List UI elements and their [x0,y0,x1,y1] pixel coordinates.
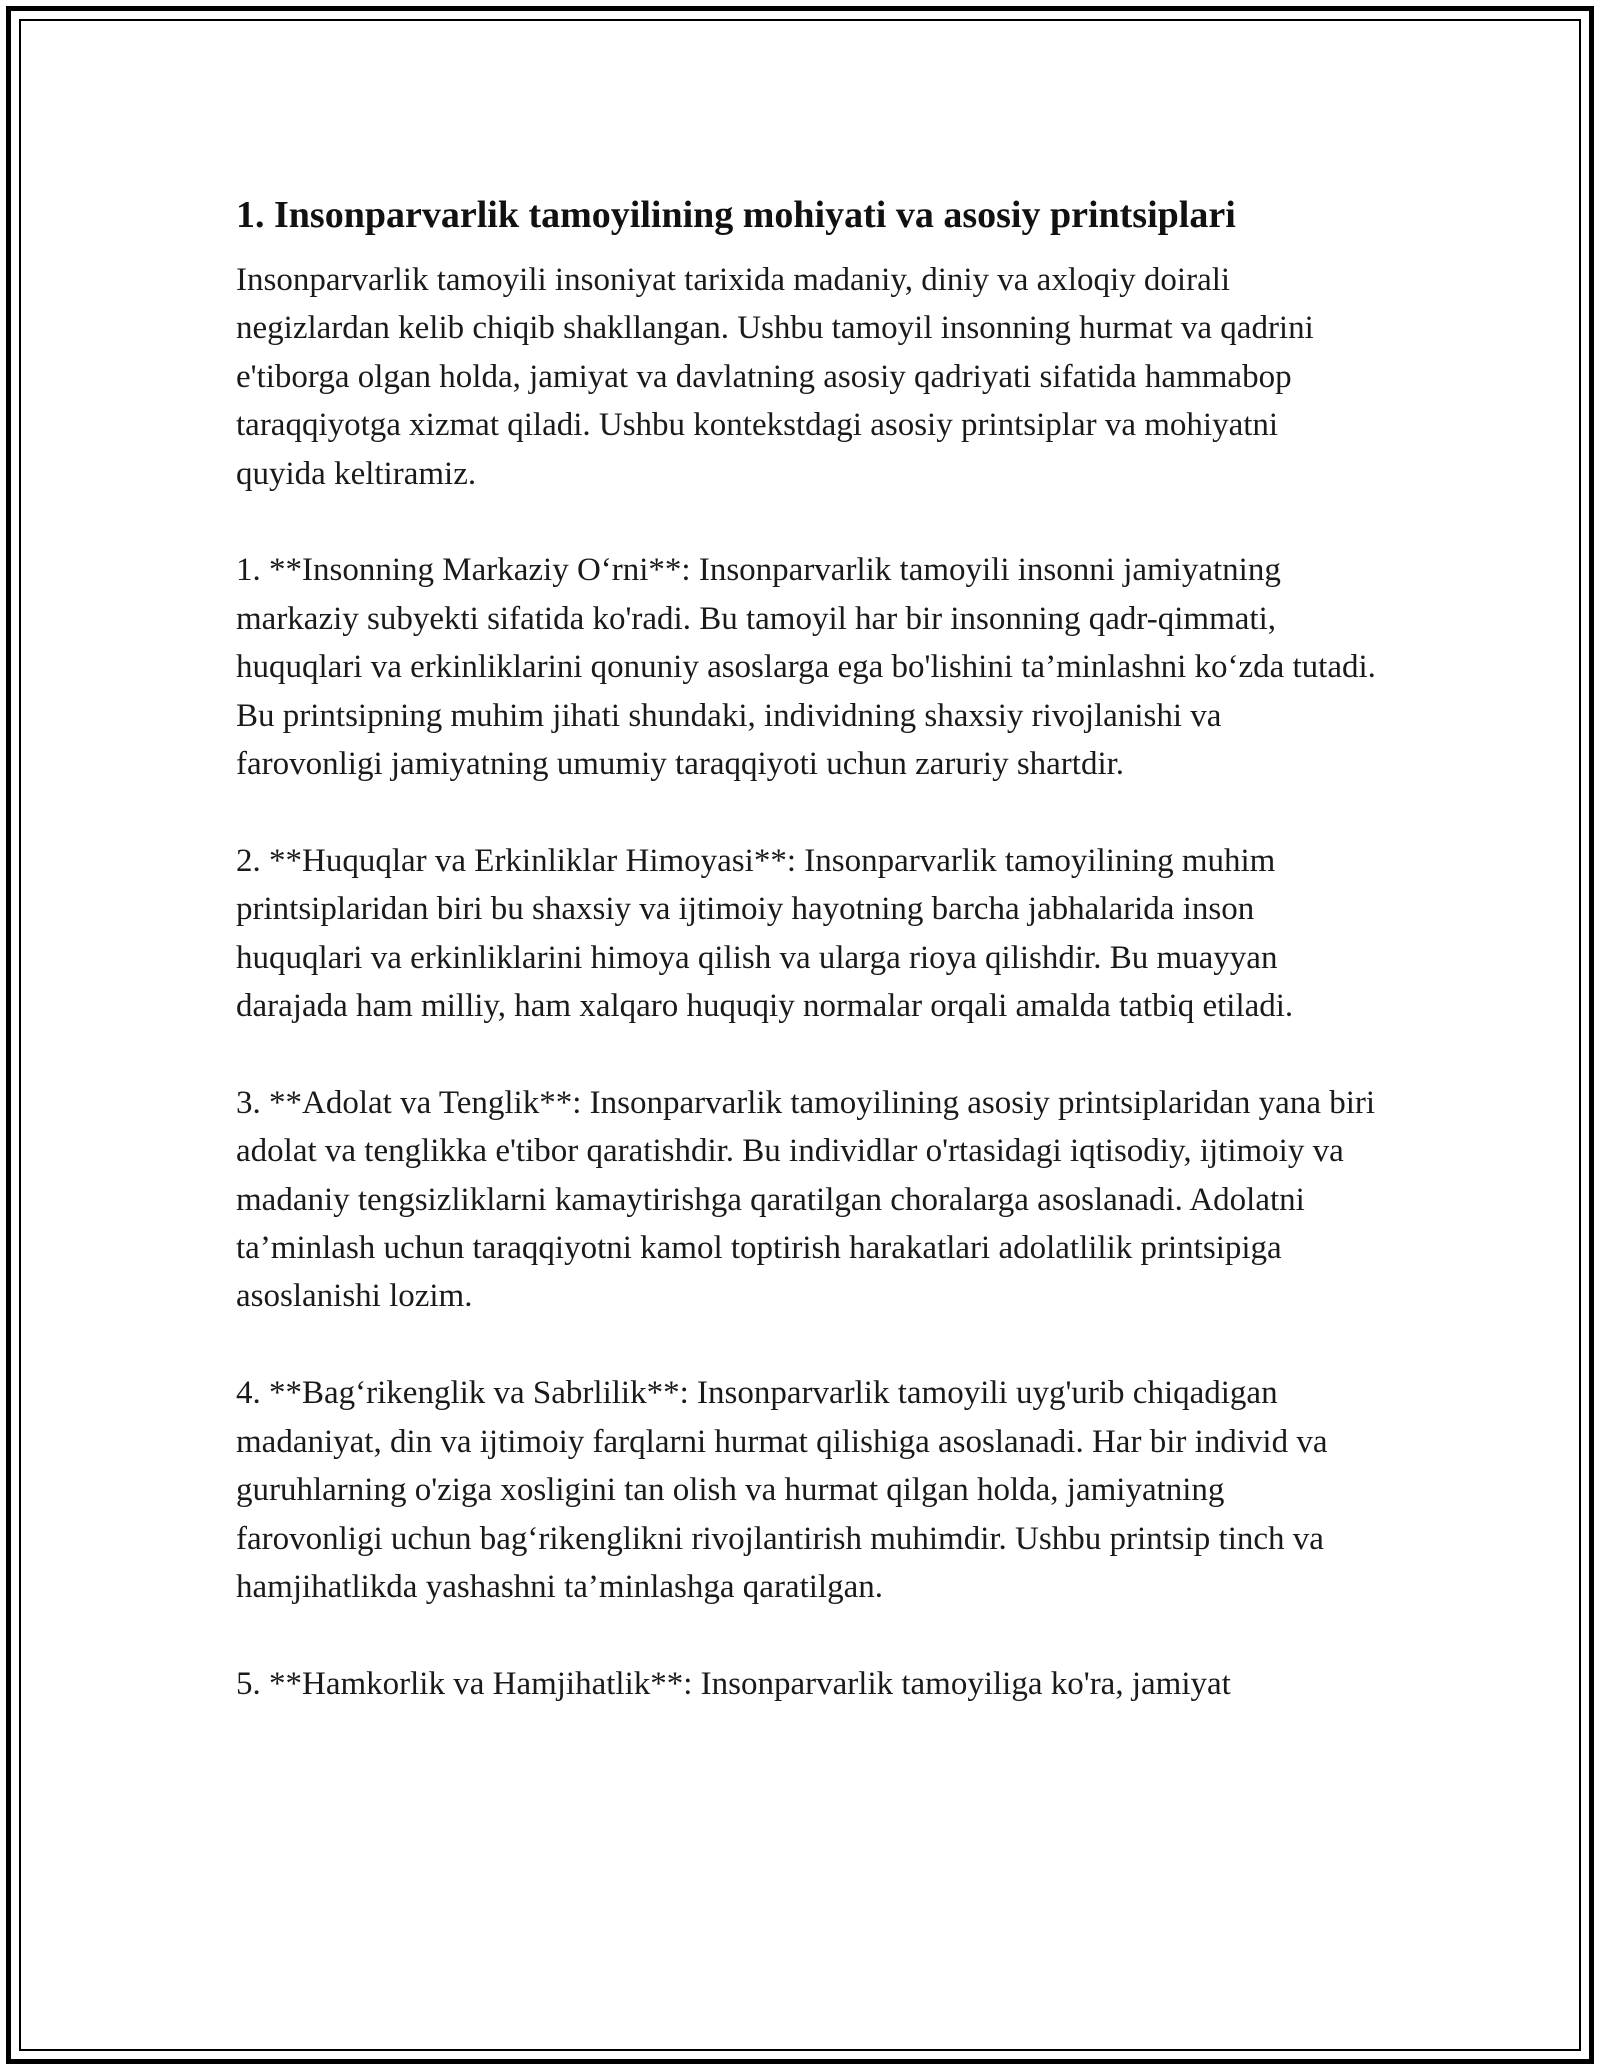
document-body [236,186,1376,1708]
intro-paragraph: Insonparvarlik tamoyili insoniyat tarixida madaniy, diniy va axloqiy doirali negizlardan kelib chiqib shakllangan. Ushbu tamoyil insonning hurmat va qadrini e'tiborga olgan holda, jamiyat va davlatning asosiy qadriyati sifatida hammabop taraqqiyotga xizmat qiladi. Ushbu kontekstdagi asosiy printsiplar va mohiyatni quyida keltiramiz. [236,262,1314,492]
principle-paragraph-4: 4. **Bag‘rikenglik va Sabrlilik**: Insonparvarlik tamoyili uyg'urib chiqadigan madaniyat, din va ijtimoiy farqlarni hurmat qilishiga asoslanadi. Har bir individ va guruhlarning o'ziga xosligini tan olish va hurmat qilgan holda, jamiyatning farovonligi uchun bag‘rikenglikni rivojlantirish muhimdir. Ushbu printsip tinch va hamjihatlikda yashashni ta’minlashga qaratilgan. [236,1375,1328,1605]
principle-paragraph-5: 5. **Hamkorlik va Hamjihatlik**: Insonparvarlik tamoyiliga ko'ra, jamiyat [236,1665,1231,1702]
principle-paragraph-2: 2. **Huquqlar va Erkinliklar Himoyasi**: Insonparvarlik tamoyilining muhim printsiplaridan biri bu shaxsiy va ijtimoiy hayotning barcha jabhalarida inson huquqlari va erkinliklarini himoya qilish va ularga rioya qilishdir. Bu muayyan darajada ham milliy, ham xalqaro huquqiy normalar orqali amalda tatbiq etiladi. [236,842,1294,1025]
principle-paragraph-3: 3. **Adolat va Tenglik**: Insonparvarlik tamoyilining asosiy printsiplaridan yana biri adolat va tenglikka e'tibor qaratishdir. Bu individlar o'rtasidagi iqtisodiy, ijtimoiy va madaniy tengsizliklarni kamaytirishga qaratilgan choralarga asoslanadi. Adolatni ta’minlash uchun taraqqiyotni kamol toptirish harakatlari adolatlilik printsipiga asoslanishi lozim. [236,1084,1376,1315]
section-heading: 1. Insonparvarlik tamoyilining mohiyati va asosiy printsiplari [236,194,1236,236]
principle-paragraph-1: 1. **Insonning Markaziy O‘rni**: Insonparvarlik tamoyili insonni jamiyatning markaziy subyekti sifatida ko'radi. Bu tamoyil har bir insonning qadr-qimmati, huquqlari va erkinliklarini qonuniy asoslarga ega bo'lishini ta’minlashni ko‘zda tutadi. Bu printsipning muhim jihati shundaki, individning shaxsiy rivojlanishi va farovonligi jamiyatning umumiy taraqqiyoti uchun zaruriy shartdir. [236,552,1376,783]
